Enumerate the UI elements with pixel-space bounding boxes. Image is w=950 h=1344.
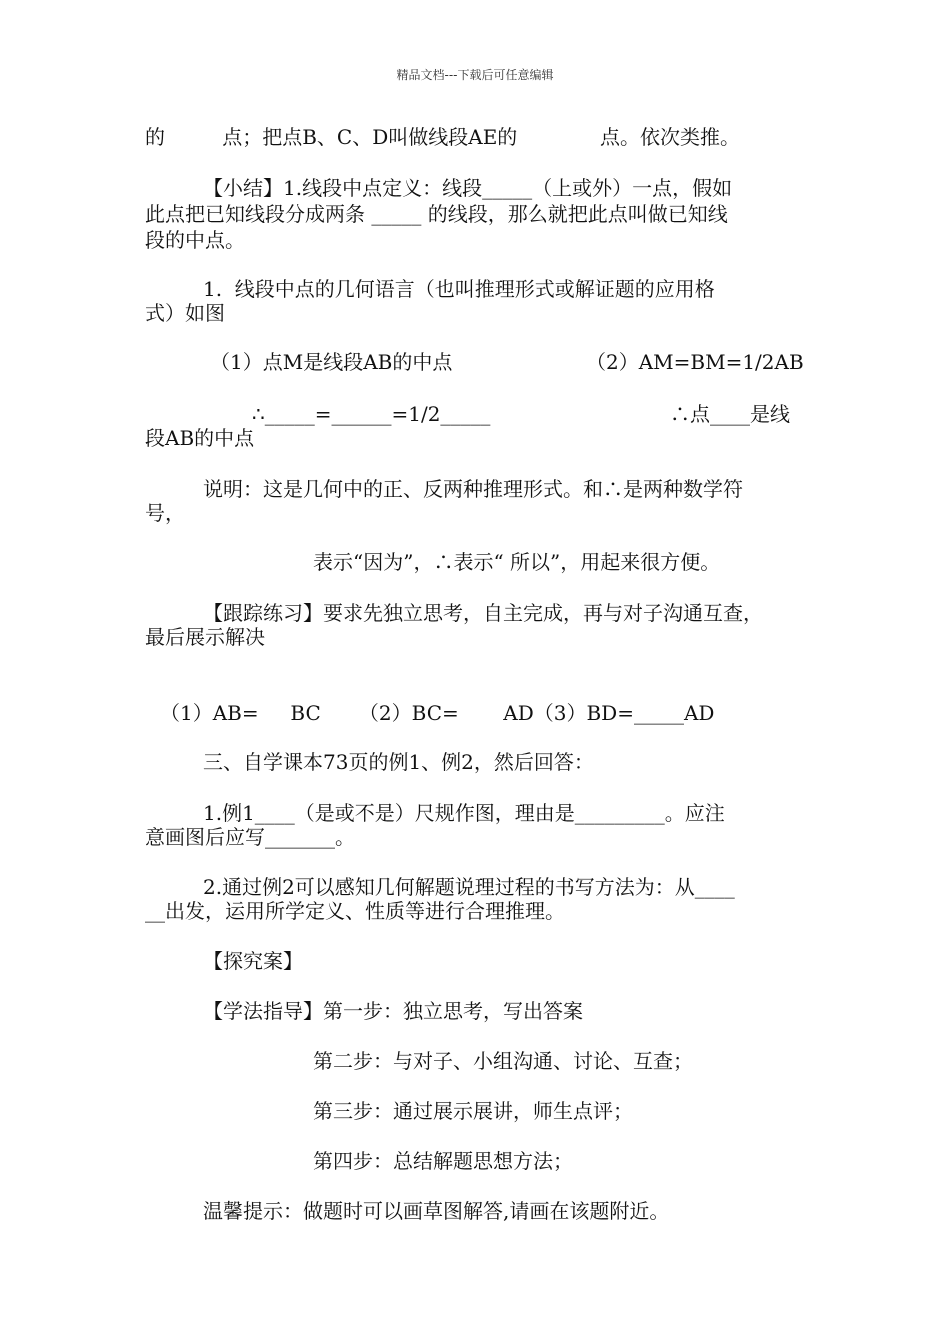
text-line: 式）如图 — [145, 301, 225, 325]
text-line: 段AB的中点 — [145, 426, 255, 450]
text-line: 段的中点。 — [145, 228, 245, 252]
method-guide-line: 【学法指导】第一步：独立思考，写出答案 — [203, 999, 583, 1023]
page-header: 精品文档---下载后可任意编辑 — [396, 68, 554, 82]
text-line: 表示“因为”，∴表示“ 所以”，用起来很方便。 — [313, 550, 721, 574]
text-line: 第二步：与对子、小组沟通、讨论、互查； — [313, 1049, 693, 1073]
text-line: （1）AB= BC （2）BC= AD（3）BD=_____AD — [160, 701, 715, 725]
practice-heading-line: 【跟踪练习】要求先独立思考，自主完成，再与对子沟通互查， — [203, 601, 763, 625]
text-line: 意画图后应写_______。 — [145, 825, 355, 849]
text-line: 1.例1____（是或不是）尺规作图，理由是_________。应注 — [203, 801, 725, 825]
text-line: （2）AM=BM=1/2AB — [586, 350, 804, 374]
text-line: 1. 线段中点的几何语言（也叫推理形式或解证题的应用格 — [203, 277, 715, 301]
tip-line: 温馨提示：做题时可以画草图解答,请画在该题附近。 — [203, 1199, 670, 1223]
text-line: 号， — [145, 501, 185, 525]
text-line: ∴点____是线 — [670, 402, 790, 426]
text-line: 第三步：通过展示展讲，师生点评； — [313, 1099, 633, 1123]
text-line: __出发，运用所学定义、性质等进行合理推理。 — [145, 899, 565, 923]
text-line: ∴_____=______=1/2_____ — [252, 402, 491, 426]
text-line: 最后展示解决 — [145, 625, 265, 649]
text-line: 第四步：总结解题思想方法； — [313, 1149, 573, 1173]
text-line: 的 点；把点B、C、D叫做线段AE的 点。依次类推。 — [145, 125, 740, 149]
text-line: 2.通过例2可以感知几何解题说理过程的书写方法为：从____ — [203, 875, 735, 899]
explore-heading: 【探究案】 — [203, 949, 303, 973]
text-line: （1）点M是线段AB的中点 — [210, 350, 453, 374]
section-three-heading: 三、自学课本73页的例1、例2，然后回答： — [203, 750, 594, 774]
summary-heading-line: 【小结】1.线段中点定义：线段_____（上或外）一点，假如 — [203, 176, 733, 200]
text-line: 此点把已知线段分成两条 _____ 的线段，那么就把此点叫做已知线 — [145, 202, 728, 226]
text-line: 说明：这是几何中的正、反两种推理形式。和∴是两种数学符 — [203, 477, 743, 501]
